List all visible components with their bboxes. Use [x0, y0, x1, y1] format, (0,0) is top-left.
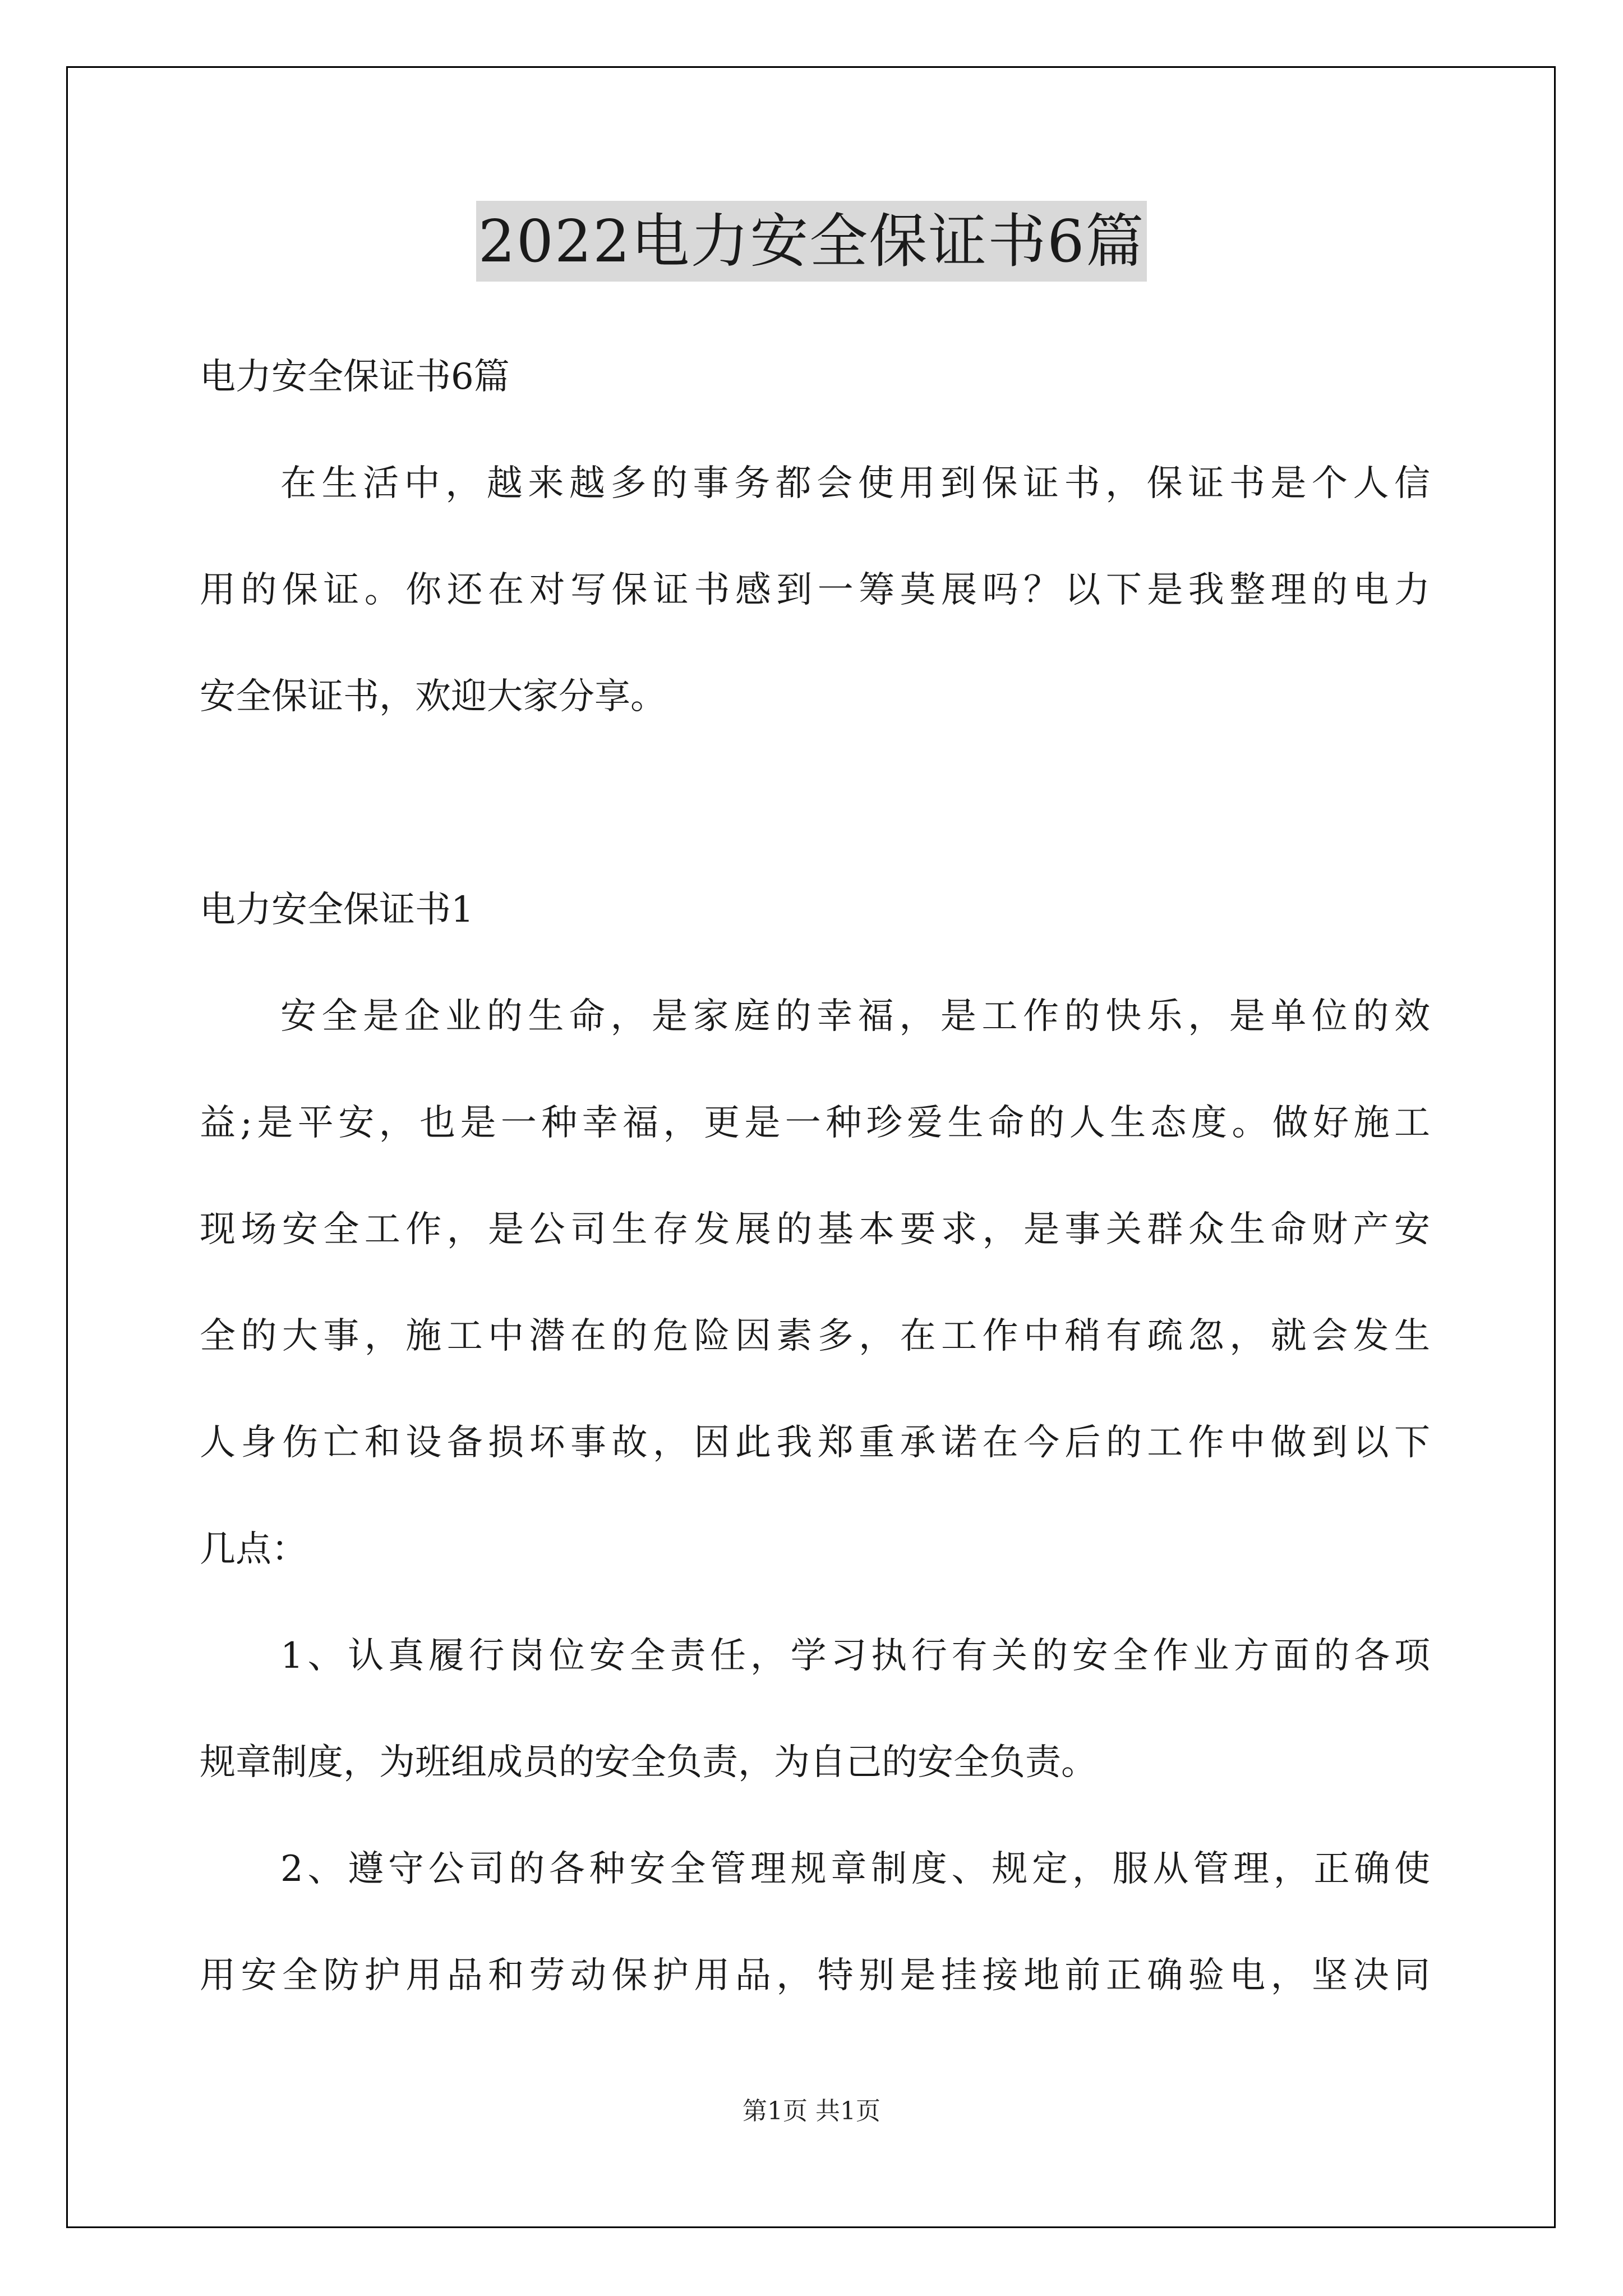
body-line-3: 现场安全工作，是公司生存发展的基本要求，是事关群众生命财产安 [200, 1209, 1430, 1250]
item1-line-1: 1、认真履行岗位安全责任，学习执行有关的安全作业方面的各项 [280, 1635, 1430, 1677]
section-heading: 电力安全保证书1 [200, 889, 474, 931]
document-subtitle: 电力安全保证书6篇 [200, 356, 510, 398]
body-line-5: 人身伤亡和设备损坏事故，因此我郑重承诺在今后的工作中做到以下 [200, 1422, 1430, 1464]
intro-line-1: 在生活中，越来越多的事务都会使用到保证书，保证书是个人信 [280, 463, 1430, 504]
item2-line-1: 2、遵守公司的各种安全管理规章制度、规定，服从管理，正确使 [280, 1848, 1430, 1890]
item2-line-2: 用安全防护用品和劳动保护用品，特别是挂接地前正确验电，坚决同 [200, 1955, 1430, 1996]
document-title: 2022电力安全保证书6篇 [476, 201, 1147, 282]
body-line-2: 益;是平安，也是一种幸福，更是一种珍爱生命的人生态度。做好施工 [200, 1102, 1430, 1144]
title-container [0, 201, 1623, 282]
body-line-6: 几点： [200, 1529, 307, 1570]
page-footer: 第1页 共1页 [743, 2097, 880, 2125]
item1-line-2: 规章制度，为班组成员的安全负责，为自己的安全负责。 [200, 1742, 1097, 1783]
body-line-1: 安全是企业的生命，是家庭的幸福，是工作的快乐，是单位的效 [280, 996, 1430, 1037]
intro-line-3: 安全保证书，欢迎大家分享。 [200, 676, 666, 717]
body-line-4: 全的大事，施工中潜在的危险因素多，在工作中稍有疏忽，就会发生 [200, 1315, 1430, 1357]
intro-line-2: 用的保证。你还在对写保证书感到一筹莫展吗？以下是我整理的电力 [200, 569, 1430, 611]
